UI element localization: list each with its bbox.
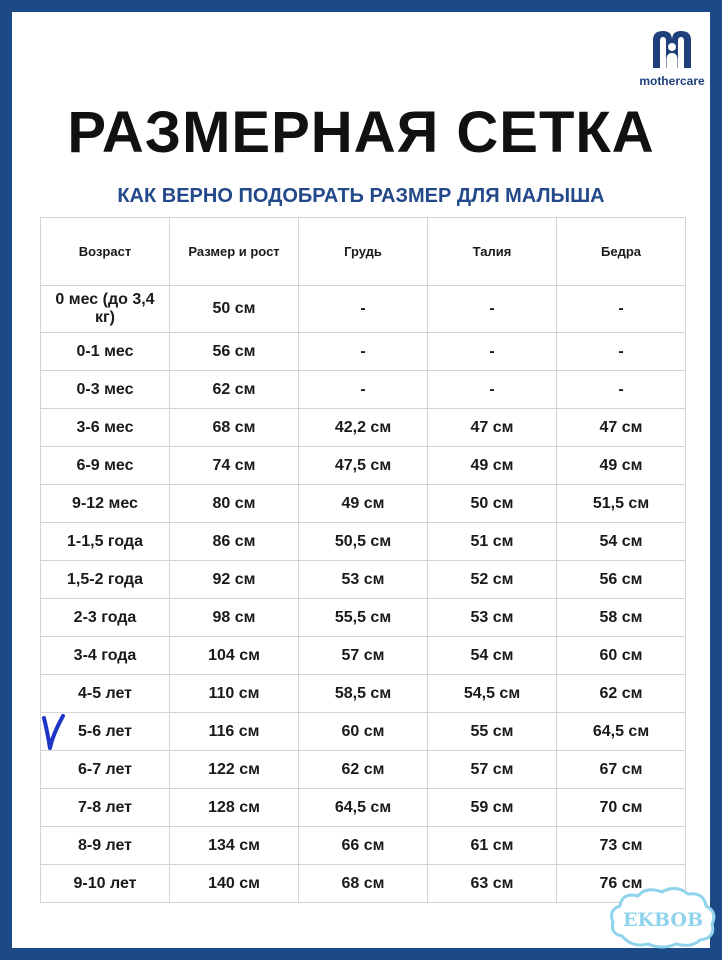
cell-size: 122 см — [170, 751, 299, 789]
cell-chest: 68 см — [299, 865, 428, 903]
table-header-row — [41, 218, 686, 286]
table-row — [41, 637, 686, 675]
cell-hips: 62 см — [557, 675, 686, 713]
cell-hips: 70 см — [557, 789, 686, 827]
cell-age: 6-9 мес — [41, 447, 170, 485]
cell-hips: - — [557, 286, 686, 333]
cell-hips: 60 см — [557, 637, 686, 675]
header-size: Размер и рост — [170, 218, 299, 286]
page-subtitle: КАК ВЕРНО ПОДОБРАТЬ РАЗМЕР ДЛЯ МАЛЫША — [117, 185, 605, 207]
table-row — [41, 827, 686, 865]
table-row — [41, 675, 686, 713]
cell-chest: - — [299, 333, 428, 371]
cell-age: 9-10 лет — [41, 865, 170, 903]
cell-waist: - — [428, 286, 557, 333]
cell-age: 3-6 мес — [41, 409, 170, 447]
table-row — [41, 485, 686, 523]
cell-chest: 47,5 см — [299, 447, 428, 485]
table-row — [41, 371, 686, 409]
page-title: РАЗМЕРНАЯ СЕТКА — [67, 100, 655, 165]
cell-hips: 73 см — [557, 827, 686, 865]
cell-age: 1-1,5 года — [41, 523, 170, 561]
cell-size: 134 см — [170, 827, 299, 865]
cell-size: 80 см — [170, 485, 299, 523]
cell-size: 92 см — [170, 561, 299, 599]
cell-waist: 63 см — [428, 865, 557, 903]
cell-age: 1,5-2 года — [41, 561, 170, 599]
cell-hips: 56 см — [557, 561, 686, 599]
cell-waist: 61 см — [428, 827, 557, 865]
cell-waist: 54,5 см — [428, 675, 557, 713]
table-row — [41, 865, 686, 903]
cell-age: 0-3 мес — [41, 371, 170, 409]
cell-waist: 49 см — [428, 447, 557, 485]
cell-age: 0 мес (до 3,4 кг) — [41, 286, 170, 333]
cell-chest: 55,5 см — [299, 599, 428, 637]
cell-size: 86 см — [170, 523, 299, 561]
header-hips: Бедра — [557, 218, 686, 286]
cell-size: 50 см — [170, 286, 299, 333]
cell-waist: - — [428, 371, 557, 409]
cell-age: 8-9 лет — [41, 827, 170, 865]
cell-age: 3-4 года — [41, 637, 170, 675]
cell-size: 74 см — [170, 447, 299, 485]
table-row — [41, 713, 686, 751]
cell-chest: 58,5 см — [299, 675, 428, 713]
cell-age: 5-6 лет — [41, 713, 170, 751]
cell-waist: 57 см — [428, 751, 557, 789]
cell-size: 56 см — [170, 333, 299, 371]
cell-size: 116 см — [170, 713, 299, 751]
cell-chest: 57 см — [299, 637, 428, 675]
cell-size: 140 см — [170, 865, 299, 903]
cell-chest: 66 см — [299, 827, 428, 865]
cell-chest: 62 см — [299, 751, 428, 789]
header-waist: Талия — [428, 218, 557, 286]
cell-age: 2-3 года — [41, 599, 170, 637]
size-chart-sheet — [12, 12, 710, 948]
cell-waist: 54 см — [428, 637, 557, 675]
cell-age: 9-12 мес — [41, 485, 170, 523]
cell-chest: 49 см — [299, 485, 428, 523]
cell-size: 68 см — [170, 409, 299, 447]
table-row — [41, 409, 686, 447]
cell-waist: 55 см — [428, 713, 557, 751]
cell-hips: 76 см — [557, 865, 686, 903]
cell-waist: - — [428, 333, 557, 371]
table-row — [41, 789, 686, 827]
cell-waist: 51 см — [428, 523, 557, 561]
cell-hips: 54 см — [557, 523, 686, 561]
cell-chest: 50,5 см — [299, 523, 428, 561]
cell-age: 4-5 лет — [41, 675, 170, 713]
cell-waist: 47 см — [428, 409, 557, 447]
table-row — [41, 447, 686, 485]
cell-chest: 42,2 см — [299, 409, 428, 447]
size-table — [40, 217, 686, 903]
cell-age: 6-7 лет — [41, 751, 170, 789]
cell-waist: 52 см — [428, 561, 557, 599]
cell-size: 62 см — [170, 371, 299, 409]
cell-size: 98 см — [170, 599, 299, 637]
cell-hips: 64,5 см — [557, 713, 686, 751]
cell-hips: 47 см — [557, 409, 686, 447]
cell-hips: - — [557, 371, 686, 409]
handwritten-checkmark-icon — [41, 712, 67, 754]
table-row — [41, 523, 686, 561]
cell-waist: 59 см — [428, 789, 557, 827]
cell-waist: 50 см — [428, 485, 557, 523]
table-row — [41, 561, 686, 599]
mothercare-logo-icon — [650, 28, 694, 70]
cell-chest: 60 см — [299, 713, 428, 751]
cell-size: 104 см — [170, 637, 299, 675]
header-age: Возраст — [41, 218, 170, 286]
header-chest: Грудь — [299, 218, 428, 286]
cell-hips: 67 см — [557, 751, 686, 789]
cell-chest: 64,5 см — [299, 789, 428, 827]
brand-name: mothercare — [639, 74, 705, 88]
cell-size: 128 см — [170, 789, 299, 827]
brand-logo — [624, 28, 720, 102]
watermark-stamp — [608, 886, 718, 950]
cell-hips: 51,5 см — [557, 485, 686, 523]
watermark-text: EKBOB — [622, 909, 704, 931]
cell-chest: - — [299, 371, 428, 409]
table-row — [41, 599, 686, 637]
cell-hips: - — [557, 333, 686, 371]
cell-size: 110 см — [170, 675, 299, 713]
cell-waist: 53 см — [428, 599, 557, 637]
cell-chest: 53 см — [299, 561, 428, 599]
table-row — [41, 286, 686, 333]
table-row — [41, 751, 686, 789]
cell-chest: - — [299, 286, 428, 333]
cell-age: 7-8 лет — [41, 789, 170, 827]
cell-age: 0-1 мес — [41, 333, 170, 371]
cell-hips: 49 см — [557, 447, 686, 485]
cell-hips: 58 см — [557, 599, 686, 637]
table-row — [41, 333, 686, 371]
